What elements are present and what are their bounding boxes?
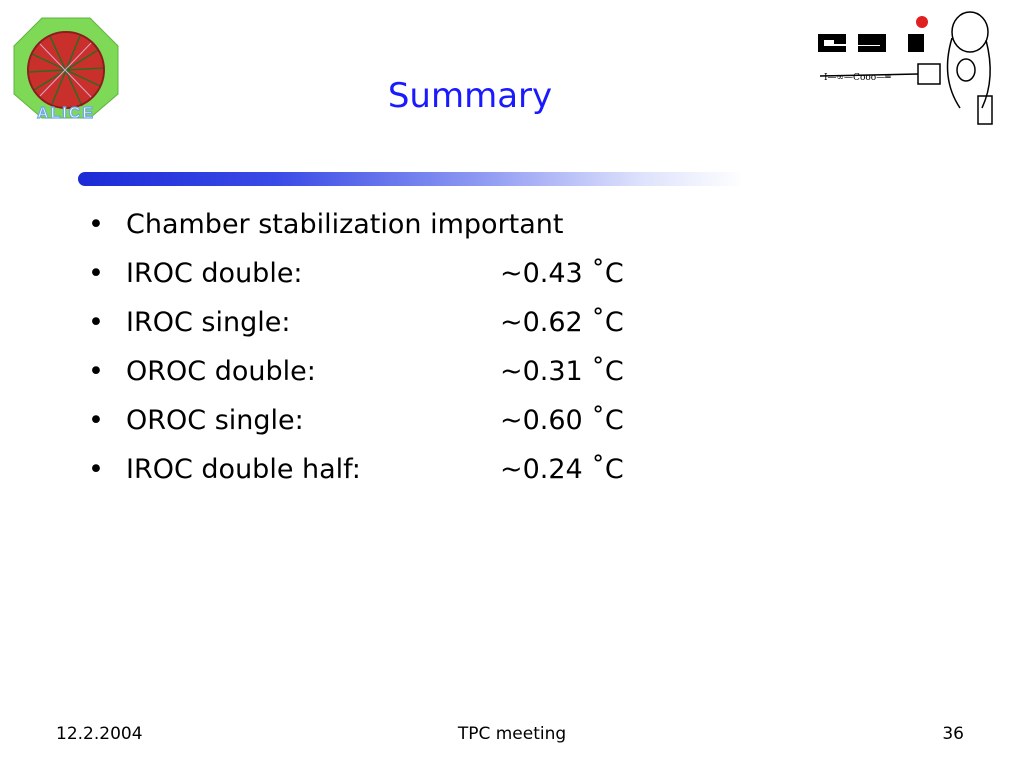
bullet-label: OROC double: — [126, 356, 316, 387]
bullet-value: ~0.24 ˚C — [500, 454, 624, 485]
svg-text:I—∞—Cooo—═: I—∞—Cooo—═ — [824, 73, 891, 83]
footer-title: TPC meeting — [457, 724, 567, 744]
bullet-value: ~0.60 ˚C — [500, 405, 624, 436]
bullet-label: OROC single: — [126, 405, 304, 436]
bullet-dot-icon: • — [88, 307, 104, 338]
bullet-dot-icon: • — [88, 209, 104, 240]
bullet-label: IROC double: — [126, 258, 303, 289]
bullet-value: ~0.62 ˚C — [500, 307, 624, 338]
slide-number: 36 — [942, 724, 964, 744]
bullet-label: IROC single: — [126, 307, 291, 338]
bullet-value: ~0.31 ˚C — [500, 356, 624, 387]
footer-date: 12.2.2004 — [56, 724, 143, 744]
slide-title: Summary — [387, 76, 553, 116]
bullet-dot-icon: • — [88, 454, 104, 485]
bullet-label: Chamber stabilization important — [126, 209, 564, 240]
alice-logo-text: ALICE — [37, 105, 95, 122]
bullet-value: ~0.43 ˚C — [500, 258, 624, 289]
bullet-dot-icon: • — [88, 356, 104, 387]
bullet-label: IROC double half: — [126, 454, 361, 485]
bullet-dot-icon: • — [88, 258, 104, 289]
bullet-dot-icon: • — [88, 405, 104, 436]
title-underline-bar — [78, 172, 744, 186]
